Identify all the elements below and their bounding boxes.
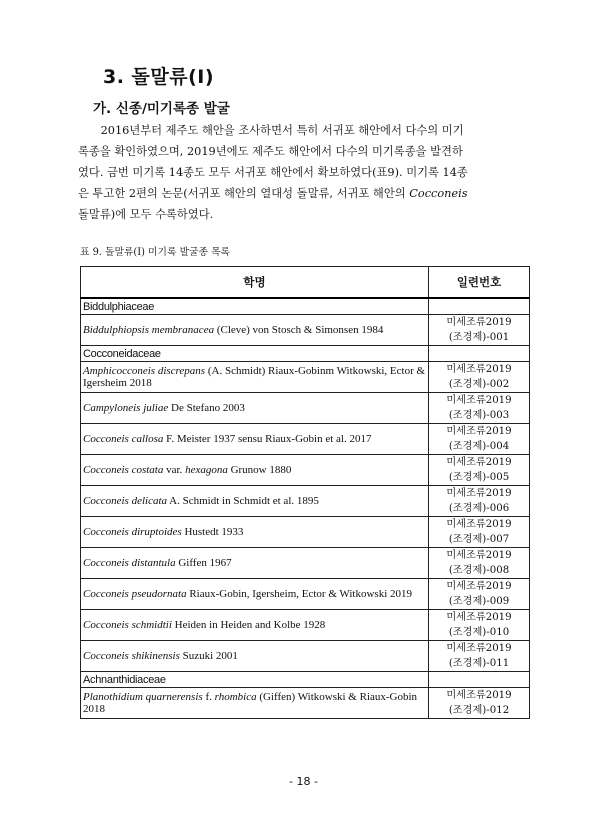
serial-number-line: 미세조류2019 [446, 457, 512, 468]
species-authority: Suzuki 2001 [179, 650, 238, 662]
serial-number-line: (조경제)-007 [448, 534, 510, 545]
serial-number [429, 486, 530, 517]
species-authority-2: (Giffen) Witkowski & Riaux-Gobin 2018 [83, 691, 418, 715]
serial-number-line: (조경제)-009 [448, 596, 510, 607]
table-header-row [81, 267, 530, 299]
paragraph-line: 돌말류)에 모두 수록하였다. [78, 208, 214, 221]
species-row [81, 579, 530, 610]
species-epithet: Cocconeis pseudornata [83, 588, 187, 600]
serial-number-line: (조경제)-008 [448, 565, 510, 576]
species-authority: Riaux-Gobin, Igersheim, Ector & Witkowski 2019 [186, 588, 413, 600]
species-name [81, 362, 429, 393]
serial-number-line: 미세조류2019 [446, 426, 512, 437]
species-name [81, 315, 429, 346]
species-row [81, 424, 530, 455]
serial-number [429, 548, 530, 579]
species-name [81, 393, 429, 424]
table-body [81, 298, 530, 719]
family-code-empty [429, 298, 530, 315]
species-authority: f. [202, 691, 215, 703]
serial-number [429, 688, 530, 719]
species-name [81, 486, 429, 517]
species-row [81, 315, 530, 346]
serial-number-line: (조경제)-001 [448, 332, 510, 343]
table-caption: 표 9. 돌말류(Ⅰ) 미기록 발굴종 목록 [80, 247, 230, 258]
family-code-empty [429, 346, 530, 362]
species-name [81, 641, 429, 672]
species-authority: var. [163, 464, 186, 476]
family-row [81, 672, 530, 688]
family-row [81, 298, 530, 315]
species-row [81, 641, 530, 672]
species-epithet: Cocconeis costata [83, 464, 164, 476]
species-epithet: Cocconeis diruptoides [83, 526, 182, 538]
body-paragraph [78, 120, 530, 225]
serial-number-line: 미세조류2019 [446, 643, 512, 654]
species-row [81, 393, 530, 424]
serial-number [429, 610, 530, 641]
species-epithet: Planothidium quarnerensis [83, 691, 203, 703]
serial-number [429, 362, 530, 393]
paragraph-italic-term: Cocconeis [409, 187, 468, 200]
serial-number-line: 미세조류2019 [446, 519, 512, 530]
paragraph-line [78, 183, 530, 204]
serial-number-line: 미세조류2019 [446, 488, 512, 499]
subsection-heading: 가. 신종/미기록종 발굴 [93, 101, 230, 117]
serial-number-line: 미세조류2019 [446, 317, 512, 328]
serial-number-line: 미세조류2019 [446, 690, 512, 701]
serial-number-line: (조경제)-004 [448, 441, 510, 452]
serial-number [429, 641, 530, 672]
species-row [81, 455, 530, 486]
species-epithet: Cocconeis schmidtii [83, 619, 172, 631]
species-name [81, 579, 429, 610]
species-authority: (A. Schmidt) Riaux-Gobinm Witkowski, Ector & Igersheim 2018 [83, 365, 426, 389]
species-name [81, 517, 429, 548]
species-authority: De Stefano 2003 [168, 402, 245, 414]
species-table [80, 266, 530, 719]
infraspecific-epithet: rhombica [214, 691, 257, 703]
species-name [81, 688, 429, 719]
species-name [81, 455, 429, 486]
serial-number-line: (조경제)-012 [448, 705, 510, 716]
species-row [81, 486, 530, 517]
family-name: Biddulphiaceae [81, 298, 429, 315]
serial-number [429, 579, 530, 610]
family-name: Cocconeidaceae [81, 346, 429, 362]
paragraph-line: 였다. 금번 미기록 14종도 모두 서귀포 해안에서 확보하였다(표9). 미기록 14종 [78, 166, 468, 179]
serial-number-line: 미세조류2019 [446, 550, 512, 561]
header-scientific-name: 학명 [81, 267, 429, 299]
species-authority: Giffen 1967 [175, 557, 232, 569]
species-name [81, 548, 429, 579]
species-authority: F. Meister 1937 sensu Riaux-Gobin et al. 2017 [163, 433, 372, 445]
serial-number-line: 미세조류2019 [446, 581, 512, 592]
species-epithet: Amphicocconeis discrepans [83, 365, 206, 377]
species-authority: Hustedt 1933 [181, 526, 244, 538]
serial-number [429, 315, 530, 346]
species-authority: A. Schmidt in Schmidt et al. 1895 [167, 495, 319, 507]
serial-number-line: (조경제)-003 [448, 410, 510, 421]
species-epithet: Cocconeis callosa [83, 433, 164, 445]
species-row [81, 517, 530, 548]
serial-number [429, 517, 530, 548]
species-name [81, 424, 429, 455]
species-row [81, 548, 530, 579]
family-name: Achnanthidiaceae [81, 672, 429, 688]
species-epithet: Cocconeis distantula [83, 557, 176, 569]
serial-number-line: 미세조류2019 [446, 395, 512, 406]
serial-number-line: 미세조류2019 [446, 612, 512, 623]
serial-number-line: 미세조류2019 [446, 364, 512, 375]
species-row [81, 688, 530, 719]
species-epithet: Campyloneis juliae [83, 402, 169, 414]
species-authority-2: Grunow 1880 [227, 464, 292, 476]
serial-number-line: (조경제)-002 [448, 379, 510, 390]
species-row [81, 362, 530, 393]
species-authority: Heiden in Heiden and Kolbe 1928 [171, 619, 326, 631]
species-epithet: Biddulphiopsis membranacea [83, 324, 215, 336]
serial-number-line: (조경제)-010 [448, 627, 510, 638]
species-authority: (Cleve) von Stosch & Simonsen 1984 [214, 324, 384, 336]
infraspecific-epithet: hexagona [185, 464, 228, 476]
serial-number [429, 455, 530, 486]
section-heading: 3. 돌말류(Ⅰ) [103, 66, 215, 88]
serial-number-line: (조경제)-005 [448, 472, 510, 483]
serial-number-line: (조경제)-011 [448, 658, 510, 669]
header-serial-number: 일련번호 [429, 267, 530, 299]
family-row [81, 346, 530, 362]
species-name [81, 610, 429, 641]
species-row [81, 610, 530, 641]
paragraph-line: 록종을 확인하였으며, 2019년에도 제주도 해안에서 다수의 미기록종을 발견하 [78, 145, 463, 158]
serial-number [429, 424, 530, 455]
serial-number-line: (조경제)-006 [448, 503, 510, 514]
paragraph-line-text: 은 투고한 2편의 논문(서귀포 해안의 열대성 돌말류, 서귀포 해안의 [78, 187, 410, 200]
species-epithet: Cocconeis shikinensis [83, 650, 180, 662]
page-number: - 18 - [289, 775, 318, 788]
serial-number [429, 393, 530, 424]
paragraph-line: 2016년부터 제주도 해안을 조사하면서 특히 서귀포 해안에서 다수의 미기 [78, 124, 464, 137]
family-code-empty [429, 672, 530, 688]
species-epithet: Cocconeis delicata [83, 495, 168, 507]
